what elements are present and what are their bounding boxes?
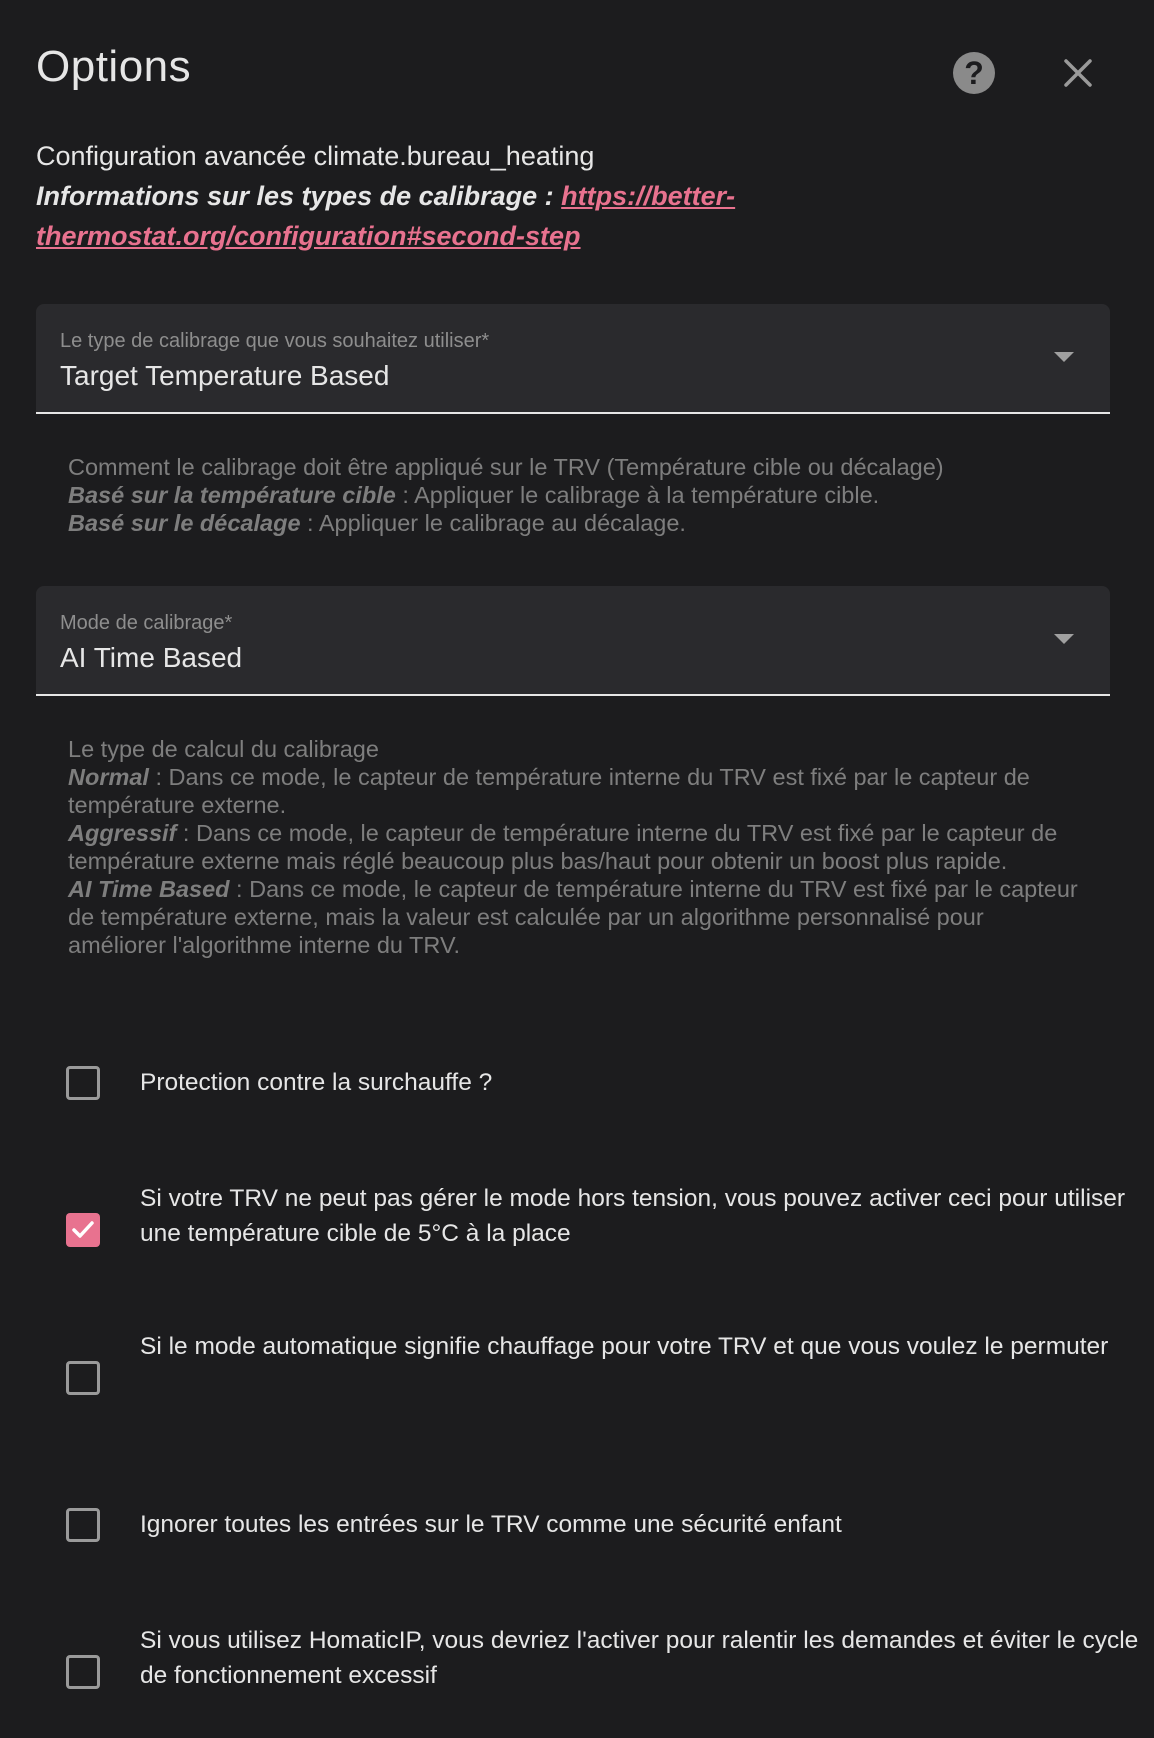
help-button[interactable] bbox=[949, 48, 999, 98]
helper-term: Basé sur le décalage bbox=[68, 510, 301, 536]
calibration-mode-label: Mode de calibrage* bbox=[60, 612, 233, 634]
calibration-info-text: Informations sur les types de calibrage : bbox=[36, 181, 562, 211]
close-icon bbox=[1063, 58, 1093, 88]
homaticip-checkbox[interactable] bbox=[66, 1655, 100, 1689]
checkbox-label: Si vous utilisez HomaticIP, vous devriez l'activer pour ralentir les demandes et éviter le cycle de fonctionnement excessif bbox=[140, 1627, 1139, 1689]
helper-text: : Dans ce mode, le capteur de température interne du TRV est fixé par le capteur de température externe mais réglé beaucoup plus bas/haut pour obtenir un boost plus rapide. bbox=[68, 820, 1058, 874]
off-mode-checkbox[interactable] bbox=[66, 1213, 100, 1247]
documentation-link[interactable]: https://better-thermostat.org/configuration#second-step bbox=[36, 181, 736, 251]
checkbox-label: Ignorer toutes les entrées sur le TRV comme une sécurité enfant bbox=[140, 1511, 842, 1538]
helper-line bbox=[68, 509, 1078, 537]
chevron-down-icon bbox=[1054, 352, 1074, 362]
dialog-title: Options bbox=[36, 42, 192, 91]
calibration-type-label: Le type de calibrage que vous souhaitez utiliser* bbox=[60, 330, 490, 352]
helper-line bbox=[68, 763, 1078, 819]
overheat-protection-checkbox[interactable] bbox=[66, 1066, 100, 1100]
calibration-mode-select[interactable] bbox=[36, 586, 1110, 696]
helper-line bbox=[68, 819, 1078, 875]
close-button[interactable] bbox=[1053, 48, 1103, 98]
dialog-description bbox=[36, 136, 1116, 256]
calibration-type-value: Target Temperature Based bbox=[60, 360, 390, 391]
helper-line bbox=[68, 875, 1078, 959]
helper-term: Basé sur la température cible bbox=[68, 482, 396, 508]
helper-line: Comment le calibrage doit être appliqué sur le TRV (Température cible ou décalage) bbox=[68, 454, 944, 480]
helper-line bbox=[68, 481, 1078, 509]
auto-mode-heat-checkbox[interactable] bbox=[66, 1361, 100, 1395]
calibration-type-helper bbox=[68, 453, 1078, 537]
calibration-mode-helper bbox=[68, 735, 1078, 959]
helper-text: : Appliquer le calibrage au décalage. bbox=[300, 510, 686, 536]
checkbox-label: Si le mode automatique signifie chauffage pour votre TRV et que vous voulez le permuter bbox=[140, 1333, 1109, 1360]
child-lock-checkbox[interactable] bbox=[66, 1508, 100, 1542]
calibration-type-select[interactable] bbox=[36, 304, 1110, 414]
helper-text: : Dans ce mode, le capteur de température interne du TRV est fixé par le capteur de température externe. bbox=[68, 764, 1030, 818]
helper-line: Le type de calcul du calibrage bbox=[68, 736, 379, 762]
helper-term: Normal bbox=[68, 764, 149, 790]
check-icon bbox=[70, 1217, 96, 1243]
chevron-down-icon bbox=[1054, 634, 1074, 644]
helper-text: : Dans ce mode, le capteur de température interne du TRV est fixé par le capteur de température externe, mais la valeur est calculée par un algorithme personnalisé pour améliorer l'algorithme interne du TRV. bbox=[68, 876, 1078, 958]
calibration-mode-value: AI Time Based bbox=[60, 642, 243, 673]
helper-text: : Appliquer le calibrage à la température cible. bbox=[395, 482, 880, 508]
description-line: Configuration avancée climate.bureau_heating bbox=[36, 141, 595, 171]
helper-term: AI Time Based bbox=[68, 876, 230, 902]
calibration-info-line bbox=[36, 176, 1116, 256]
checkbox-label: Protection contre la surchauffe ? bbox=[140, 1069, 493, 1096]
help-circle-icon: ? bbox=[953, 52, 995, 94]
checkbox-label: Si votre TRV ne peut pas gérer le mode hors tension, vous pouvez activer ceci pour utiliser une température cible de 5°C à la place bbox=[140, 1185, 1126, 1247]
helper-term: Aggressif bbox=[68, 820, 177, 846]
